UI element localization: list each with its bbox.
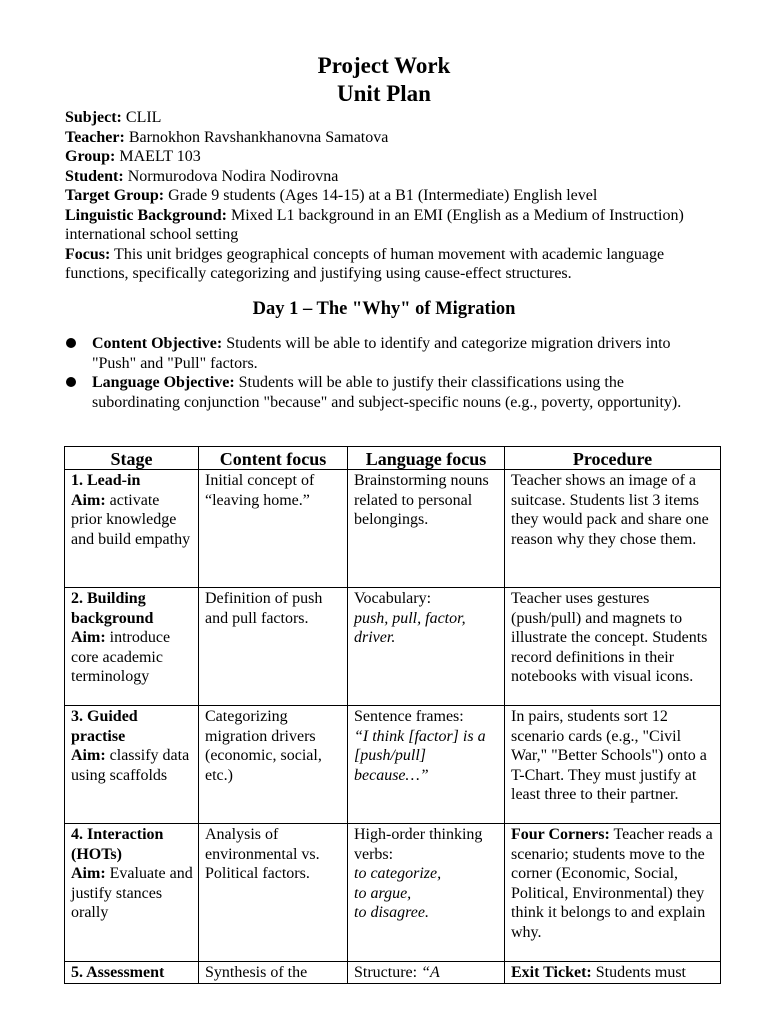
procedure-text: In pairs, students sort 12 scenario cards (e.g., "Civil War," "Better Schools") onto a T-Chart. They must justify at least three to their partner. bbox=[511, 708, 707, 804]
document-subtitle: Unit Plan bbox=[337, 81, 431, 106]
column-header-procedure: Procedure bbox=[505, 447, 721, 470]
objective-label: Language Objective: bbox=[92, 374, 235, 391]
meta-group bbox=[65, 147, 715, 167]
content-cell: Initial concept of “leaving home.” bbox=[199, 470, 348, 588]
aim-label: Aim: bbox=[71, 747, 106, 765]
meta-value: Grade 9 students (Ages 14-15) at a B1 (Intermediate) English level bbox=[164, 187, 598, 204]
meta-value: CLIL bbox=[121, 109, 162, 126]
content-cell: Synthesis of the bbox=[199, 962, 348, 984]
stage-cell bbox=[65, 824, 199, 962]
document-title: Project Work bbox=[317, 53, 451, 78]
language-cell bbox=[348, 470, 505, 588]
objective-label: Content Objective: bbox=[92, 335, 223, 352]
aim-text: Evaluate and justify stances orally bbox=[71, 865, 193, 922]
stage-cell bbox=[65, 962, 199, 984]
meta-focus bbox=[65, 245, 715, 284]
table-row bbox=[65, 470, 721, 588]
meta-value: This unit bridges geographical concepts of human movement with academic language functions, specifically categorizing and justifying using cause-effect structures. bbox=[65, 245, 665, 282]
stage-title: 2. Building background bbox=[71, 590, 154, 627]
aim-text: activate prior knowledge and build empathy bbox=[71, 491, 191, 548]
stage-cell bbox=[65, 470, 199, 588]
stage-cell bbox=[65, 706, 199, 824]
procedure-cell bbox=[505, 962, 721, 984]
procedure-label: Exit Ticket: bbox=[511, 964, 592, 981]
lesson-plan-table bbox=[64, 446, 721, 984]
day-heading: Day 1 – The "Why" of Migration bbox=[252, 299, 516, 319]
procedure-cell bbox=[505, 706, 721, 824]
language-italic-text: to categorize, to argue, to disagree. bbox=[354, 865, 442, 922]
stage-title: 5. Assessment bbox=[71, 964, 165, 981]
language-text: High-order thinking verbs: bbox=[354, 826, 483, 863]
table-row bbox=[65, 962, 721, 984]
language-cell bbox=[348, 824, 505, 962]
procedure-cell bbox=[505, 588, 721, 706]
aim-label: Aim: bbox=[71, 491, 106, 509]
content-cell: Analysis of environmental vs. Political factors. bbox=[199, 824, 348, 962]
content-cell: Definition of push and pull factors. bbox=[199, 588, 348, 706]
column-header-content-focus: Content focus bbox=[199, 447, 348, 470]
meta-student bbox=[65, 167, 715, 187]
unit-meta bbox=[65, 108, 715, 284]
bullet-icon bbox=[66, 338, 76, 348]
procedure-text: Teacher shows an image of a suitcase. Students list 3 items they would pack and share one reason why they chose them. bbox=[511, 472, 709, 548]
stage-title: 1. Lead-in bbox=[71, 472, 141, 489]
procedure-label: Four Corners: bbox=[511, 826, 610, 843]
objective-text: Students will be able to identify and categorize migration drivers into "Push" and "Pull" factors. bbox=[92, 335, 671, 372]
objective-text: Students will be able to justify their classifications using the subordinating conjunction "because" and subject-specific nouns (e.g., poverty, opportunity). bbox=[92, 374, 682, 411]
meta-value: MAELT 103 bbox=[115, 148, 201, 165]
language-objective bbox=[65, 373, 715, 412]
language-italic-text: push, pull, factor, driver. bbox=[354, 609, 466, 647]
aim-label: Aim: bbox=[71, 629, 106, 647]
procedure-cell bbox=[505, 470, 721, 588]
aim-text: introduce core academic terminology bbox=[71, 629, 171, 686]
table-row bbox=[65, 824, 721, 962]
meta-teacher bbox=[65, 128, 715, 148]
meta-label: Student: bbox=[65, 167, 124, 185]
meta-label: Focus: bbox=[65, 245, 111, 263]
language-cell bbox=[348, 706, 505, 824]
content-cell: Categorizing migration drivers (economic, social, etc.) bbox=[199, 706, 348, 824]
content-objective bbox=[65, 334, 715, 373]
procedure-text: Teacher uses gestures (push/pull) and magnets to illustrate the concept. Students record definitions in their notebooks with visual icons. bbox=[511, 590, 708, 686]
objectives-list bbox=[65, 334, 715, 412]
meta-value: Barnokhon Ravshankhanovna Samatova bbox=[124, 128, 389, 146]
table-header-row bbox=[65, 447, 721, 470]
stage-title: 4. Interaction (HOTs) bbox=[71, 826, 164, 863]
meta-label: Linguistic Background: bbox=[65, 206, 227, 224]
column-header-language-focus: Language focus bbox=[348, 447, 505, 470]
table-row bbox=[65, 588, 721, 706]
meta-value: Normurodova Nodira Nodirovna bbox=[123, 167, 339, 185]
table-row bbox=[65, 706, 721, 824]
language-cell bbox=[348, 962, 505, 984]
aim-text: classify data using scaffolds bbox=[71, 747, 190, 784]
meta-label: Subject: bbox=[65, 109, 122, 126]
bullet-icon bbox=[66, 377, 76, 387]
meta-label: Teacher: bbox=[65, 128, 125, 146]
procedure-cell bbox=[505, 824, 721, 962]
column-header-stage: Stage bbox=[65, 447, 199, 470]
procedure-text: Students must bbox=[591, 964, 686, 981]
meta-target-group bbox=[65, 186, 715, 206]
stage-title: 3. Guided practise bbox=[71, 708, 138, 745]
language-text: Brainstorming nouns related to personal belongings. bbox=[354, 472, 489, 529]
language-cell bbox=[348, 588, 505, 706]
language-text: Vocabulary: bbox=[354, 590, 432, 607]
meta-value: Mixed L1 background in an EMI (English as a Medium of Instruction) international school setting bbox=[65, 206, 684, 243]
language-italic-text: “A bbox=[421, 964, 440, 981]
language-italic-text: “I think [factor] is a [push/pull] because…” bbox=[354, 727, 486, 784]
language-text: Sentence frames: bbox=[354, 708, 464, 725]
meta-subject bbox=[65, 108, 715, 128]
language-text: Structure: bbox=[354, 964, 422, 981]
meta-linguistic-background bbox=[65, 206, 715, 245]
aim-label: Aim: bbox=[71, 865, 106, 883]
stage-cell bbox=[65, 588, 199, 706]
procedure-text: Teacher reads a scenario; students move to the corner (Economic, Social, Political, Environmental) they think it belongs to and explain why. bbox=[511, 826, 713, 941]
meta-label: Target Group: bbox=[65, 187, 165, 204]
meta-label: Group: bbox=[65, 148, 116, 165]
